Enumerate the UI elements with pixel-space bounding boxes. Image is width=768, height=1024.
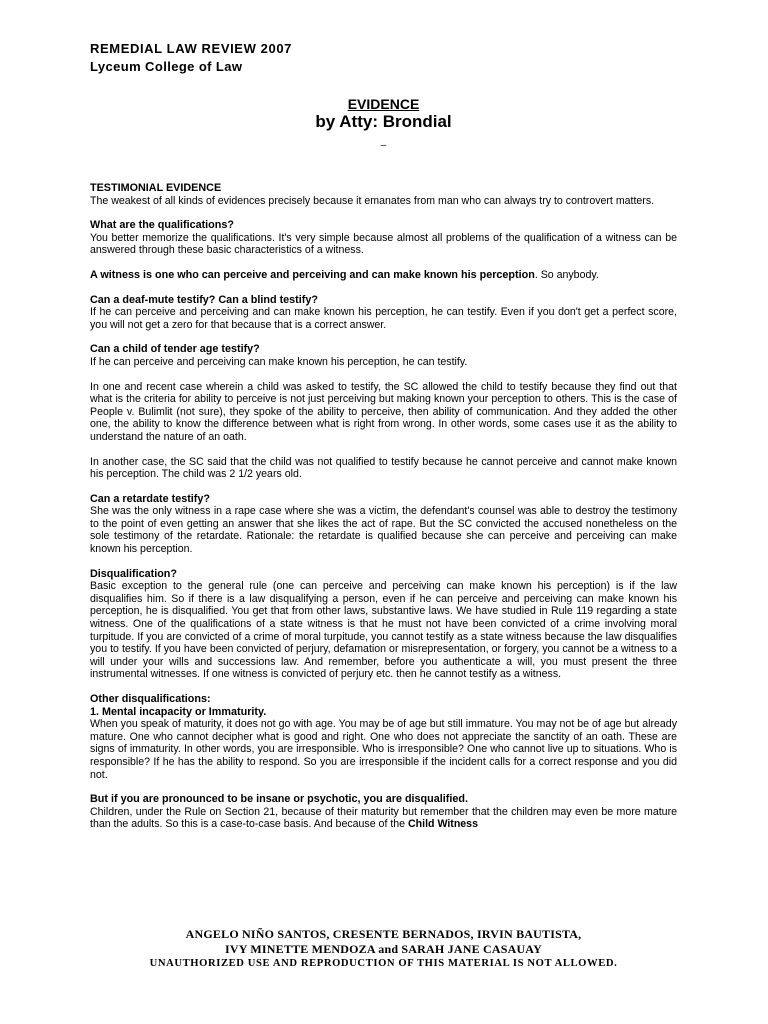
definition-bold: A witness is one who can perceive and perceiving and can make known his perception <box>90 268 535 281</box>
paragraph-witness-definition <box>90 269 677 282</box>
paragraph-case-one: In one and recent case wherein a child was asked to testify, the SC allowed the child to testify because they find out that what is the criteria for ability to perceive is not just perceiving but making known your perception to others. This is the case of People v. Bulimlit (not sure), they spoke of the ability to perceive, then ability of communication. And they added the other one, the ability to know the difference between what is right from wrong. In other words, some cases use it as the ability to understand the nature of an oath. <box>90 380 677 443</box>
definition-rest: . So anybody. <box>534 268 599 281</box>
paragraph-text: Basic exception to the general rule (one can perceive and perceiving can make known his perception) is if the law disqualifies him. So if there is a law disqualifying a person, even if he can perceive and perceiving can make known his perception, he is disqualified. You get that from other laws, substantive laws. We have studied in Rule 119 regarding a state witness. One of the qualifications of a state witness is that he must not have been convicted of a crime involving moral turpitude. If you are convicted of a crime of moral turpitude, you cannot testify as a state witness because the law disqualifies you to testify. <box>90 580 677 656</box>
paragraph-insane <box>90 793 677 831</box>
footer-authors-line-2: IVY MINETTE MENDOZA and SARAH JANE CASAUAY <box>225 942 542 956</box>
paragraph-other-disqualifications <box>90 693 677 781</box>
question-heading: What are the qualifications? <box>90 219 234 232</box>
paragraph-disqualification <box>90 568 677 681</box>
course-title: REMEDIAL LAW REVIEW 2007 <box>90 41 292 56</box>
document-author: by Atty: Brondial <box>315 112 452 131</box>
paragraph-text: The weakest of all kinds of evidences precisely because it emanates from man who can always try to controvert matters. <box>90 194 655 207</box>
question-heading: Can a child of tender age testify? <box>90 343 260 356</box>
paragraph-text: Children, under the Rule on Section 21, because of their maturity but remember that the children may even be more mature than the adults. So this is a case-to-case basis. And because of the <box>90 805 677 831</box>
section-heading: TESTIMONIAL EVIDENCE <box>90 182 222 194</box>
paragraph-deaf-mute <box>90 294 677 332</box>
paragraph-text-continued: If you have been convicted of perjury, defamation or misrepresentation, or forgery, you cannot be a witness to a will under your wills and successions law. And remember, before you authenticate a will, you must present the three instrumental witnesses. If one witness is convicted of perjury etc. then he cannot testify as a witness. <box>90 643 677 681</box>
school-name: Lyceum College of Law <box>90 59 243 74</box>
document-body <box>90 182 677 831</box>
question-heading: Can a deaf-mute testify? Can a blind testify? <box>90 293 318 306</box>
paragraph-tender-age <box>90 343 677 368</box>
list-item-heading: 1. Mental incapacity or Immaturity. <box>90 705 267 718</box>
question-heading: Disqualification? <box>90 567 177 580</box>
child-witness-bold: Child Witness <box>408 818 478 831</box>
title-dash: – <box>380 140 387 151</box>
paragraph-case-two: In another case, the SC said that the child was not qualified to testify because he cannot perceive and cannot make known his perception. The child was 2 1/2 years old. <box>90 455 677 481</box>
paragraph-retardate <box>90 493 677 556</box>
paragraph-qualifications <box>90 219 677 257</box>
footer-copyright-notice: UNAUTHORIZED USE AND REPRODUCTION OF THIS MATERIAL IS NOT ALLOWED. <box>149 958 618 969</box>
paragraph-text: When you speak of maturity, it does not go with age. You may be of age but still immature. You may not be of age but already mature. One who cannot decipher what is good and right. One who does not appreciate the sanctity of an oath. These are signs of immaturity. In other words, you are irresponsible. Who is irresponsible? One who cannot live up to situations. Who is responsible? If he has the ability to respond. So you are irresponsible if the incident calls for a correct response and you did not. <box>90 718 677 781</box>
question-heading: Can a retardate testify? <box>90 492 211 505</box>
document-title-block <box>90 96 677 132</box>
section-heading: Other disqualifications: <box>90 693 211 705</box>
paragraph-text: You better memorize the qualifications. It's very simple because almost all problems of the qualification of a witness can be answered through these basic characteristics of a witness. <box>90 231 677 257</box>
paragraph-text: If he can perceive and perceiving and can make known his perception, he can testify. Even if you don't get a perfect score, you will not get a zero for that because that is a correct answer. <box>90 306 677 331</box>
page-footer <box>90 927 677 971</box>
statement-heading: But if you are pronounced to be insane or psychotic, you are disqualified. <box>90 793 468 806</box>
paragraph-text: She was the only witness in a rape case where she was a victim, the defendant's counsel was able to destroy the testimony to the point of even getting an answer that she likes the act of rape. But the SC convicted the accused nonetheless on the sole testimony of the retardate. Rationale: the retardate is qualified because she can perceive and perceiving can make known his perception. <box>90 505 677 556</box>
paragraph-text: If he can perceive and perceiving can make known his perception, he can testify. <box>90 355 468 368</box>
document-page <box>90 40 677 831</box>
paragraph-testimonial <box>90 182 677 207</box>
footer-authors-line-1: ANGELO NIÑO SANTOS, CRESENTE BERNADOS, IRVIN BAUTISTA, <box>185 927 582 941</box>
document-title: EVIDENCE <box>347 96 420 112</box>
